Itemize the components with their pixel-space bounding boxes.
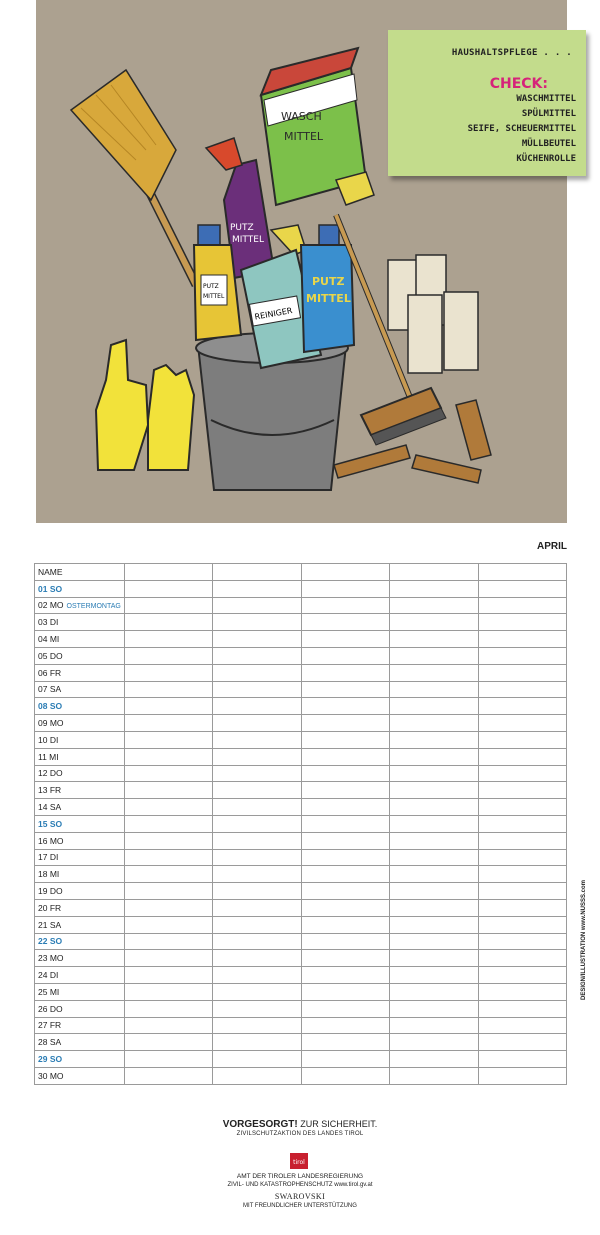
day-cell <box>35 647 125 664</box>
calendar-row <box>35 950 567 967</box>
calendar-row <box>35 1067 567 1084</box>
calendar-row <box>35 748 567 765</box>
day-cell <box>35 799 125 816</box>
day-label: 27 FR <box>38 1020 62 1031</box>
calendar-row <box>35 815 567 832</box>
day-label: 10 DI <box>38 734 59 745</box>
footer-zivil: ZIVIL- UND KATASTROPHENSCHUTZ www.tirol.gv.at <box>227 1182 373 1188</box>
entry-cell[interactable] <box>213 698 301 715</box>
entry-cell[interactable] <box>301 580 389 597</box>
entry-cell[interactable] <box>125 883 213 900</box>
calendar-row <box>35 664 567 681</box>
entry-cell[interactable] <box>390 899 478 916</box>
day-label: 19 DO <box>38 886 63 897</box>
entry-cell[interactable] <box>125 664 213 681</box>
entry-cell[interactable] <box>125 1034 213 1051</box>
entry-cell[interactable] <box>301 681 389 698</box>
calendar-row <box>35 698 567 715</box>
entry-cell[interactable] <box>301 748 389 765</box>
entry-cell[interactable] <box>213 731 301 748</box>
entry-cell[interactable] <box>301 916 389 933</box>
entry-cell[interactable] <box>390 765 478 782</box>
day-cell <box>35 715 125 732</box>
paper-towel-rolls-drawing <box>388 255 478 373</box>
footer-amt: AMT DER TIROLER LANDESREGIERUNG <box>236 1173 364 1180</box>
day-cell <box>35 681 125 698</box>
entry-cell[interactable] <box>125 1067 213 1084</box>
entry-cell[interactable] <box>125 799 213 816</box>
entry-cell[interactable] <box>125 765 213 782</box>
entry-cell[interactable] <box>125 933 213 950</box>
entry-cell[interactable] <box>213 933 301 950</box>
entry-cell[interactable] <box>125 983 213 1000</box>
entry-cell[interactable] <box>213 1000 301 1017</box>
footer-subline: ZIVILSCHUTZAKTION DES LANDES TIROL <box>236 1131 364 1137</box>
entry-cell[interactable] <box>390 715 478 732</box>
day-cell <box>35 1000 125 1017</box>
day-label: 14 SA <box>38 802 62 813</box>
entry-cell[interactable] <box>478 580 566 597</box>
entry-cell[interactable] <box>478 731 566 748</box>
day-label: 24 DI <box>38 970 59 981</box>
day-label: 25 MI <box>38 986 60 997</box>
footer-support: MIT FREUNDLICHER UNTERSTÜTZUNG <box>243 1203 357 1209</box>
note-item: WASCHMITTEL <box>516 94 576 104</box>
entry-cell[interactable] <box>390 815 478 832</box>
day-cell <box>35 765 125 782</box>
entry-cell[interactable] <box>213 967 301 984</box>
entry-cell[interactable] <box>390 748 478 765</box>
entry-cell[interactable] <box>213 631 301 648</box>
entry-cell[interactable] <box>213 849 301 866</box>
day-cell <box>35 849 125 866</box>
entry-cell[interactable] <box>213 597 301 614</box>
bottle4-label-1: PUTZ <box>312 275 345 288</box>
day-cell <box>35 967 125 984</box>
entry-cell[interactable] <box>213 715 301 732</box>
entry-cell[interactable] <box>213 765 301 782</box>
entry-cell[interactable] <box>125 597 213 614</box>
note-item: SPÜLMITTEL <box>521 109 576 119</box>
entry-cell[interactable] <box>478 883 566 900</box>
day-cell <box>35 614 125 631</box>
calendar-row <box>35 1000 567 1017</box>
entry-cell[interactable] <box>301 883 389 900</box>
day-cell <box>35 899 125 916</box>
entry-cell[interactable] <box>478 933 566 950</box>
day-label: 09 MO <box>38 718 64 729</box>
entry-cell[interactable] <box>478 647 566 664</box>
entry-cell[interactable] <box>478 564 566 581</box>
entry-cell[interactable] <box>390 631 478 648</box>
entry-cell[interactable] <box>390 580 478 597</box>
day-cell <box>35 1051 125 1068</box>
entry-cell[interactable] <box>390 849 478 866</box>
day-cell <box>35 933 125 950</box>
entry-cell[interactable] <box>390 782 478 799</box>
entry-cell[interactable] <box>478 597 566 614</box>
footer-headline <box>180 1119 420 1130</box>
crest-text: tirol <box>293 1159 305 1166</box>
entry-cell[interactable] <box>390 698 478 715</box>
calendar-row <box>35 580 567 597</box>
entry-cell[interactable] <box>390 832 478 849</box>
entry-cell[interactable] <box>125 681 213 698</box>
broom-drawing <box>71 70 196 285</box>
side-credit: DESIGN/ILLUSTRATION www.NUSSS.com <box>581 879 587 1000</box>
footer-headline-bold: VORGESORGT! <box>222 1119 298 1130</box>
entry-cell[interactable] <box>301 1051 389 1068</box>
calendar-row <box>35 899 567 916</box>
note-item: KÜCHENROLLE <box>516 154 576 164</box>
entry-cell[interactable] <box>125 815 213 832</box>
entry-cell[interactable] <box>213 647 301 664</box>
day-label: NAME <box>38 566 63 577</box>
entry-cell[interactable] <box>390 950 478 967</box>
entry-cell[interactable] <box>390 1017 478 1034</box>
note-item: MÜLLBEUTEL <box>521 139 576 149</box>
entry-cell[interactable] <box>478 983 566 1000</box>
day-cell <box>35 950 125 967</box>
entry-cell[interactable] <box>213 681 301 698</box>
entry-cell[interactable] <box>301 765 389 782</box>
note-item: SEIFE, SCHEUERMITTEL <box>467 124 576 134</box>
entry-cell[interactable] <box>125 832 213 849</box>
calendar-row <box>35 564 567 581</box>
day-cell <box>35 664 125 681</box>
entry-cell[interactable] <box>213 1017 301 1034</box>
day-label: 12 DO <box>38 768 63 779</box>
day-cell <box>35 832 125 849</box>
day-cell <box>35 597 125 614</box>
entry-cell[interactable] <box>390 1000 478 1017</box>
entry-cell[interactable] <box>478 799 566 816</box>
entry-cell[interactable] <box>301 1067 389 1084</box>
calendar-row <box>35 832 567 849</box>
entry-cell[interactable] <box>301 950 389 967</box>
entry-cell[interactable] <box>301 614 389 631</box>
entry-cell[interactable] <box>125 580 213 597</box>
day-label: 20 FR <box>38 902 62 913</box>
entry-cell[interactable] <box>478 815 566 832</box>
day-label: 11 MI <box>38 751 59 762</box>
entry-cell[interactable] <box>478 748 566 765</box>
day-label: 21 SA <box>38 919 62 930</box>
calendar-row <box>35 916 567 933</box>
entry-cell[interactable] <box>478 614 566 631</box>
day-label: 17 DI <box>38 852 59 863</box>
bottle1-label-2: MITTEL <box>232 235 264 245</box>
entry-cell[interactable] <box>125 916 213 933</box>
calendar-row <box>35 681 567 698</box>
day-cell <box>35 916 125 933</box>
entry-cell[interactable] <box>301 815 389 832</box>
day-label: 01 SO <box>38 583 63 594</box>
entry-cell[interactable] <box>390 614 478 631</box>
entry-cell[interactable] <box>478 832 566 849</box>
day-label: 29 SO <box>38 1054 63 1064</box>
day-cell <box>35 631 125 648</box>
entry-cell[interactable] <box>213 1034 301 1051</box>
entry-cell[interactable] <box>213 614 301 631</box>
entry-cell[interactable] <box>478 899 566 916</box>
entry-cell[interactable] <box>301 597 389 614</box>
day-cell <box>35 866 125 883</box>
entry-cell[interactable] <box>213 580 301 597</box>
box-label-2: MITTEL <box>284 130 324 143</box>
day-cell <box>35 782 125 799</box>
entry-cell[interactable] <box>213 1067 301 1084</box>
calendar-row <box>35 983 567 1000</box>
checklist-note <box>388 30 586 176</box>
entry-cell[interactable] <box>125 647 213 664</box>
entry-cell[interactable] <box>301 799 389 816</box>
day-label: 02 MO <box>38 600 64 611</box>
calendar-row <box>35 765 567 782</box>
entry-cell[interactable] <box>301 1000 389 1017</box>
entry-cell[interactable] <box>390 983 478 1000</box>
day-cell <box>35 1017 125 1034</box>
entry-cell[interactable] <box>301 899 389 916</box>
entry-cell[interactable] <box>390 1051 478 1068</box>
entry-cell[interactable] <box>301 1017 389 1034</box>
bottle3-label: REINIGER <box>253 306 294 322</box>
holiday-label: OSTERMONTAG <box>66 603 121 611</box>
calendar-row <box>35 731 567 748</box>
calendar-row <box>35 1034 567 1051</box>
entry-cell[interactable] <box>125 782 213 799</box>
entry-cell[interactable] <box>478 715 566 732</box>
calendar-row <box>35 614 567 631</box>
calendar-row <box>35 849 567 866</box>
entry-cell[interactable] <box>213 664 301 681</box>
entry-cell[interactable] <box>390 681 478 698</box>
bottle2-label-1: PUTZ <box>203 283 219 290</box>
entry-cell[interactable] <box>390 664 478 681</box>
entry-cell[interactable] <box>213 950 301 967</box>
day-label: 06 FR <box>38 667 62 678</box>
scrub-brush-drawing <box>361 388 446 445</box>
entry-cell[interactable] <box>478 849 566 866</box>
footer-swarovski: SWAROVSKI <box>274 1192 326 1201</box>
footer-headline-rest: ZUR SICHERHEIT. <box>297 1119 378 1129</box>
day-cell <box>35 1067 125 1084</box>
calendar-row <box>35 631 567 648</box>
entry-cell[interactable] <box>478 916 566 933</box>
entry-cell[interactable] <box>301 715 389 732</box>
entry-cell[interactable] <box>125 967 213 984</box>
entry-cell[interactable] <box>478 1017 566 1034</box>
day-label: 03 DI <box>38 617 59 628</box>
entry-cell[interactable] <box>301 866 389 883</box>
entry-cell[interactable] <box>125 899 213 916</box>
entry-cell[interactable] <box>390 1034 478 1051</box>
entry-cell[interactable] <box>125 849 213 866</box>
entry-cell[interactable] <box>390 866 478 883</box>
entry-cell[interactable] <box>390 564 478 581</box>
day-label: 04 MI <box>38 634 60 645</box>
entry-cell[interactable] <box>125 715 213 732</box>
entry-cell[interactable] <box>213 782 301 799</box>
entry-cell[interactable] <box>478 631 566 648</box>
tirol-crest-icon <box>288 1153 310 1169</box>
day-label: 28 SA <box>38 1037 62 1048</box>
entry-cell[interactable] <box>213 832 301 849</box>
entry-cell[interactable] <box>390 883 478 900</box>
entry-cell[interactable] <box>478 1051 566 1068</box>
rubber-gloves-drawing <box>96 340 194 470</box>
entry-cell[interactable] <box>301 664 389 681</box>
day-cell <box>35 731 125 748</box>
entry-cell[interactable] <box>478 1034 566 1051</box>
calendar-row <box>35 799 567 816</box>
day-label: 18 MI <box>38 869 60 880</box>
day-label: 16 MO <box>38 835 64 846</box>
entry-cell[interactable] <box>390 731 478 748</box>
day-label: 23 MO <box>38 953 64 964</box>
entry-cell[interactable] <box>478 681 566 698</box>
entry-cell[interactable] <box>478 664 566 681</box>
entry-cell[interactable] <box>125 748 213 765</box>
bottle4-label-2: MITTEL <box>306 292 351 305</box>
calendar-row <box>35 597 567 614</box>
bottle2-label-2: MITTEL <box>203 293 225 300</box>
entry-cell[interactable] <box>125 631 213 648</box>
entry-cell[interactable] <box>213 815 301 832</box>
day-label: 08 SO <box>38 701 63 712</box>
calendar-body <box>35 564 567 1085</box>
calendar-row <box>35 782 567 799</box>
calendar-row <box>35 866 567 883</box>
entry-cell[interactable] <box>390 967 478 984</box>
day-label: 05 DO <box>38 650 63 661</box>
entry-cell[interactable] <box>301 631 389 648</box>
entry-cell[interactable] <box>390 799 478 816</box>
box-label-1: WASCH <box>281 110 322 123</box>
entry-cell[interactable] <box>390 1067 478 1084</box>
day-cell <box>35 815 125 832</box>
entry-cell[interactable] <box>478 782 566 799</box>
day-label: 07 SA <box>38 684 62 695</box>
entry-cell[interactable] <box>301 832 389 849</box>
calendar-row <box>35 1017 567 1034</box>
entry-cell[interactable] <box>213 983 301 1000</box>
calendar-row <box>35 933 567 950</box>
entry-cell[interactable] <box>301 933 389 950</box>
entry-cell[interactable] <box>301 849 389 866</box>
entry-cell[interactable] <box>213 1051 301 1068</box>
entry-cell[interactable] <box>125 614 213 631</box>
entry-cell[interactable] <box>478 1000 566 1017</box>
entry-cell[interactable] <box>301 1034 389 1051</box>
entry-cell[interactable] <box>125 950 213 967</box>
day-label: 22 SO <box>38 936 63 947</box>
day-label: 13 FR <box>38 785 62 796</box>
entry-cell[interactable] <box>478 698 566 715</box>
note-title: HAUSHALTSPFLEGE . . . <box>451 48 572 58</box>
bottle1-label-1: PUTZ <box>230 223 254 233</box>
entry-cell[interactable] <box>213 866 301 883</box>
calendar-row <box>35 883 567 900</box>
day-label: 26 DO <box>38 1003 63 1014</box>
calendar-row <box>35 715 567 732</box>
entry-cell[interactable] <box>125 866 213 883</box>
month-label: APRIL <box>537 541 567 552</box>
note-check-heading: CHECK: <box>489 76 548 92</box>
entry-cell[interactable] <box>390 647 478 664</box>
day-label: 30 MO <box>38 1070 64 1081</box>
entry-cell[interactable] <box>301 698 389 715</box>
day-cell <box>35 580 125 597</box>
entry-cell[interactable] <box>478 866 566 883</box>
entry-cell[interactable] <box>213 564 301 581</box>
calendar-row <box>35 647 567 664</box>
entry-cell[interactable] <box>478 1067 566 1084</box>
entry-cell[interactable] <box>301 731 389 748</box>
entry-cell[interactable] <box>301 782 389 799</box>
day-cell <box>35 1034 125 1051</box>
entry-cell[interactable] <box>301 967 389 984</box>
entry-cell[interactable] <box>125 1017 213 1034</box>
entry-cell[interactable] <box>301 647 389 664</box>
entry-cell[interactable] <box>213 748 301 765</box>
entry-cell[interactable] <box>213 916 301 933</box>
entry-cell[interactable] <box>478 967 566 984</box>
entry-cell[interactable] <box>478 950 566 967</box>
entry-cell[interactable] <box>125 1051 213 1068</box>
calendar-row <box>35 1051 567 1068</box>
entry-cell[interactable] <box>213 899 301 916</box>
entry-cell[interactable] <box>125 698 213 715</box>
entry-cell[interactable] <box>478 765 566 782</box>
entry-cell[interactable] <box>125 731 213 748</box>
day-cell <box>35 698 125 715</box>
calendar-row <box>35 967 567 984</box>
entry-cell[interactable] <box>125 564 213 581</box>
day-cell <box>35 883 125 900</box>
day-cell <box>35 564 125 581</box>
entry-cell[interactable] <box>301 983 389 1000</box>
note-checklist <box>468 92 576 167</box>
entry-cell[interactable] <box>390 916 478 933</box>
entry-cell[interactable] <box>213 799 301 816</box>
entry-cell[interactable] <box>390 597 478 614</box>
entry-cell[interactable] <box>213 883 301 900</box>
day-cell <box>35 748 125 765</box>
day-cell <box>35 983 125 1000</box>
calendar-table <box>34 563 567 1085</box>
entry-cell[interactable] <box>301 564 389 581</box>
entry-cell[interactable] <box>125 1000 213 1017</box>
day-label: 15 SO <box>38 818 63 829</box>
entry-cell[interactable] <box>390 933 478 950</box>
